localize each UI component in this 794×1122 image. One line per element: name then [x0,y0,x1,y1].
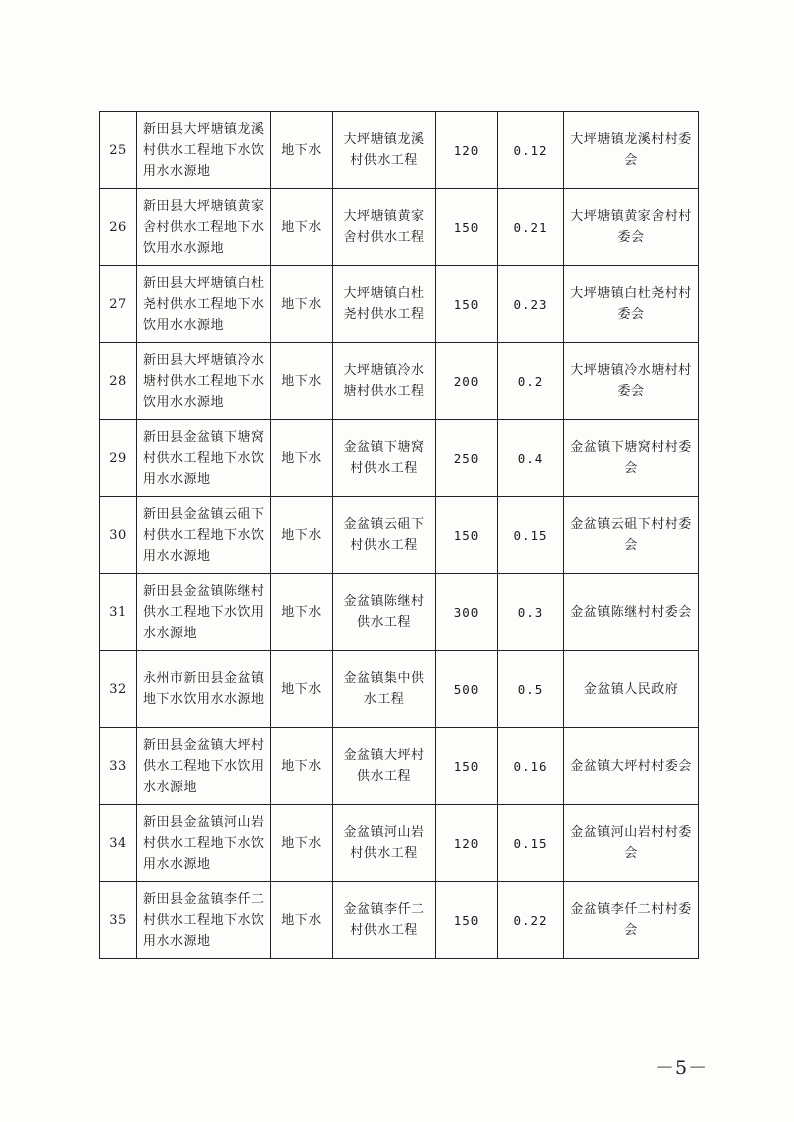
water-source-table [99,111,699,959]
cell-source-name: 新田县大坪塘镇白杜尧村供水工程地下水饮用水水源地 [137,266,271,343]
cell-index: 27 [100,266,137,343]
cell-source-name: 新田县金盆镇下塘窝村供水工程地下水饮用水水源地 [137,420,271,497]
cell-management-unit: 金盆镇下塘窝村村委会 [564,420,699,497]
cell-water-type: 地下水 [271,112,333,189]
cell-area: 0.2 [498,343,564,420]
cell-area: 0.15 [498,497,564,574]
cell-water-type: 地下水 [271,651,333,728]
cell-supply-project: 大坪塘镇白杜尧村供水工程 [333,266,436,343]
table-row [100,574,699,651]
cell-area: 0.16 [498,728,564,805]
cell-supply-scale: 120 [436,112,498,189]
cell-source-name: 新田县大坪塘镇龙溪村供水工程地下水饮用水水源地 [137,112,271,189]
table-row [100,266,699,343]
cell-area: 0.22 [498,882,564,959]
cell-water-type: 地下水 [271,497,333,574]
cell-supply-scale: 300 [436,574,498,651]
cell-management-unit: 金盆镇人民政府 [564,651,699,728]
cell-supply-scale: 150 [436,882,498,959]
cell-source-name: 新田县金盆镇李仟二村供水工程地下水饮用水水源地 [137,882,271,959]
cell-supply-scale: 150 [436,266,498,343]
page-number: －5－ [655,1057,709,1079]
cell-water-type: 地下水 [271,266,333,343]
cell-management-unit: 大坪塘镇冷水塘村村委会 [564,343,699,420]
cell-supply-scale: 500 [436,651,498,728]
cell-index: 35 [100,882,137,959]
cell-water-type: 地下水 [271,420,333,497]
cell-water-type: 地下水 [271,189,333,266]
cell-source-name: 新田县大坪塘镇冷水塘村供水工程地下水饮用水水源地 [137,343,271,420]
cell-area: 0.5 [498,651,564,728]
cell-supply-scale: 150 [436,497,498,574]
cell-area: 0.23 [498,266,564,343]
cell-management-unit: 大坪塘镇龙溪村村委会 [564,112,699,189]
table-row [100,420,699,497]
cell-index: 25 [100,112,137,189]
cell-index: 29 [100,420,137,497]
table-row [100,882,699,959]
cell-source-name: 新田县金盆镇河山岩村供水工程地下水饮用水水源地 [137,805,271,882]
cell-supply-project: 大坪塘镇冷水塘村供水工程 [333,343,436,420]
cell-water-type: 地下水 [271,574,333,651]
cell-source-name: 新田县金盆镇陈继村供水工程地下水饮用水水源地 [137,574,271,651]
cell-water-type: 地下水 [271,805,333,882]
cell-management-unit: 金盆镇陈继村村委会 [564,574,699,651]
cell-management-unit: 金盆镇李仟二村村委会 [564,882,699,959]
cell-source-name: 新田县金盆镇云砠下村供水工程地下水饮用水水源地 [137,497,271,574]
table-row [100,728,699,805]
cell-index: 34 [100,805,137,882]
cell-area: 0.15 [498,805,564,882]
cell-water-type: 地下水 [271,343,333,420]
cell-source-name: 永州市新田县金盆镇地下水饮用水水源地 [137,651,271,728]
cell-source-name: 新田县金盆镇大坪村供水工程地下水饮用水水源地 [137,728,271,805]
cell-management-unit: 大坪塘镇黄家舍村村委会 [564,189,699,266]
cell-index: 33 [100,728,137,805]
table-row [100,497,699,574]
cell-management-unit: 大坪塘镇白杜尧村村委会 [564,266,699,343]
cell-supply-scale: 250 [436,420,498,497]
cell-supply-project: 大坪塘镇黄家舍村供水工程 [333,189,436,266]
table-row [100,189,699,266]
cell-area: 0.12 [498,112,564,189]
cell-supply-project: 金盆镇李仟二村供水工程 [333,882,436,959]
cell-supply-scale: 120 [436,805,498,882]
table-row [100,343,699,420]
cell-supply-project: 大坪塘镇龙溪村供水工程 [333,112,436,189]
table-row [100,805,699,882]
table-body [100,112,699,959]
table-row [100,112,699,189]
cell-index: 26 [100,189,137,266]
cell-supply-scale: 150 [436,189,498,266]
cell-area: 0.21 [498,189,564,266]
cell-supply-project: 金盆镇下塘窝村供水工程 [333,420,436,497]
cell-index: 28 [100,343,137,420]
cell-area: 0.4 [498,420,564,497]
cell-supply-project: 金盆镇陈继村供水工程 [333,574,436,651]
cell-supply-project: 金盆镇集中供水工程 [333,651,436,728]
cell-supply-scale: 150 [436,728,498,805]
cell-management-unit: 金盆镇河山岩村村委会 [564,805,699,882]
cell-supply-project: 金盆镇河山岩村供水工程 [333,805,436,882]
cell-index: 32 [100,651,137,728]
cell-management-unit: 金盆镇云砠下村村委会 [564,497,699,574]
cell-management-unit: 金盆镇大坪村村委会 [564,728,699,805]
cell-index: 30 [100,497,137,574]
table-row [100,651,699,728]
cell-source-name: 新田县大坪塘镇黄家舍村供水工程地下水饮用水水源地 [137,189,271,266]
cell-supply-project: 金盆镇大坪村供水工程 [333,728,436,805]
cell-water-type: 地下水 [271,728,333,805]
cell-supply-scale: 200 [436,343,498,420]
cell-index: 31 [100,574,137,651]
cell-supply-project: 金盆镇云砠下村供水工程 [333,497,436,574]
cell-water-type: 地下水 [271,882,333,959]
cell-area: 0.3 [498,574,564,651]
